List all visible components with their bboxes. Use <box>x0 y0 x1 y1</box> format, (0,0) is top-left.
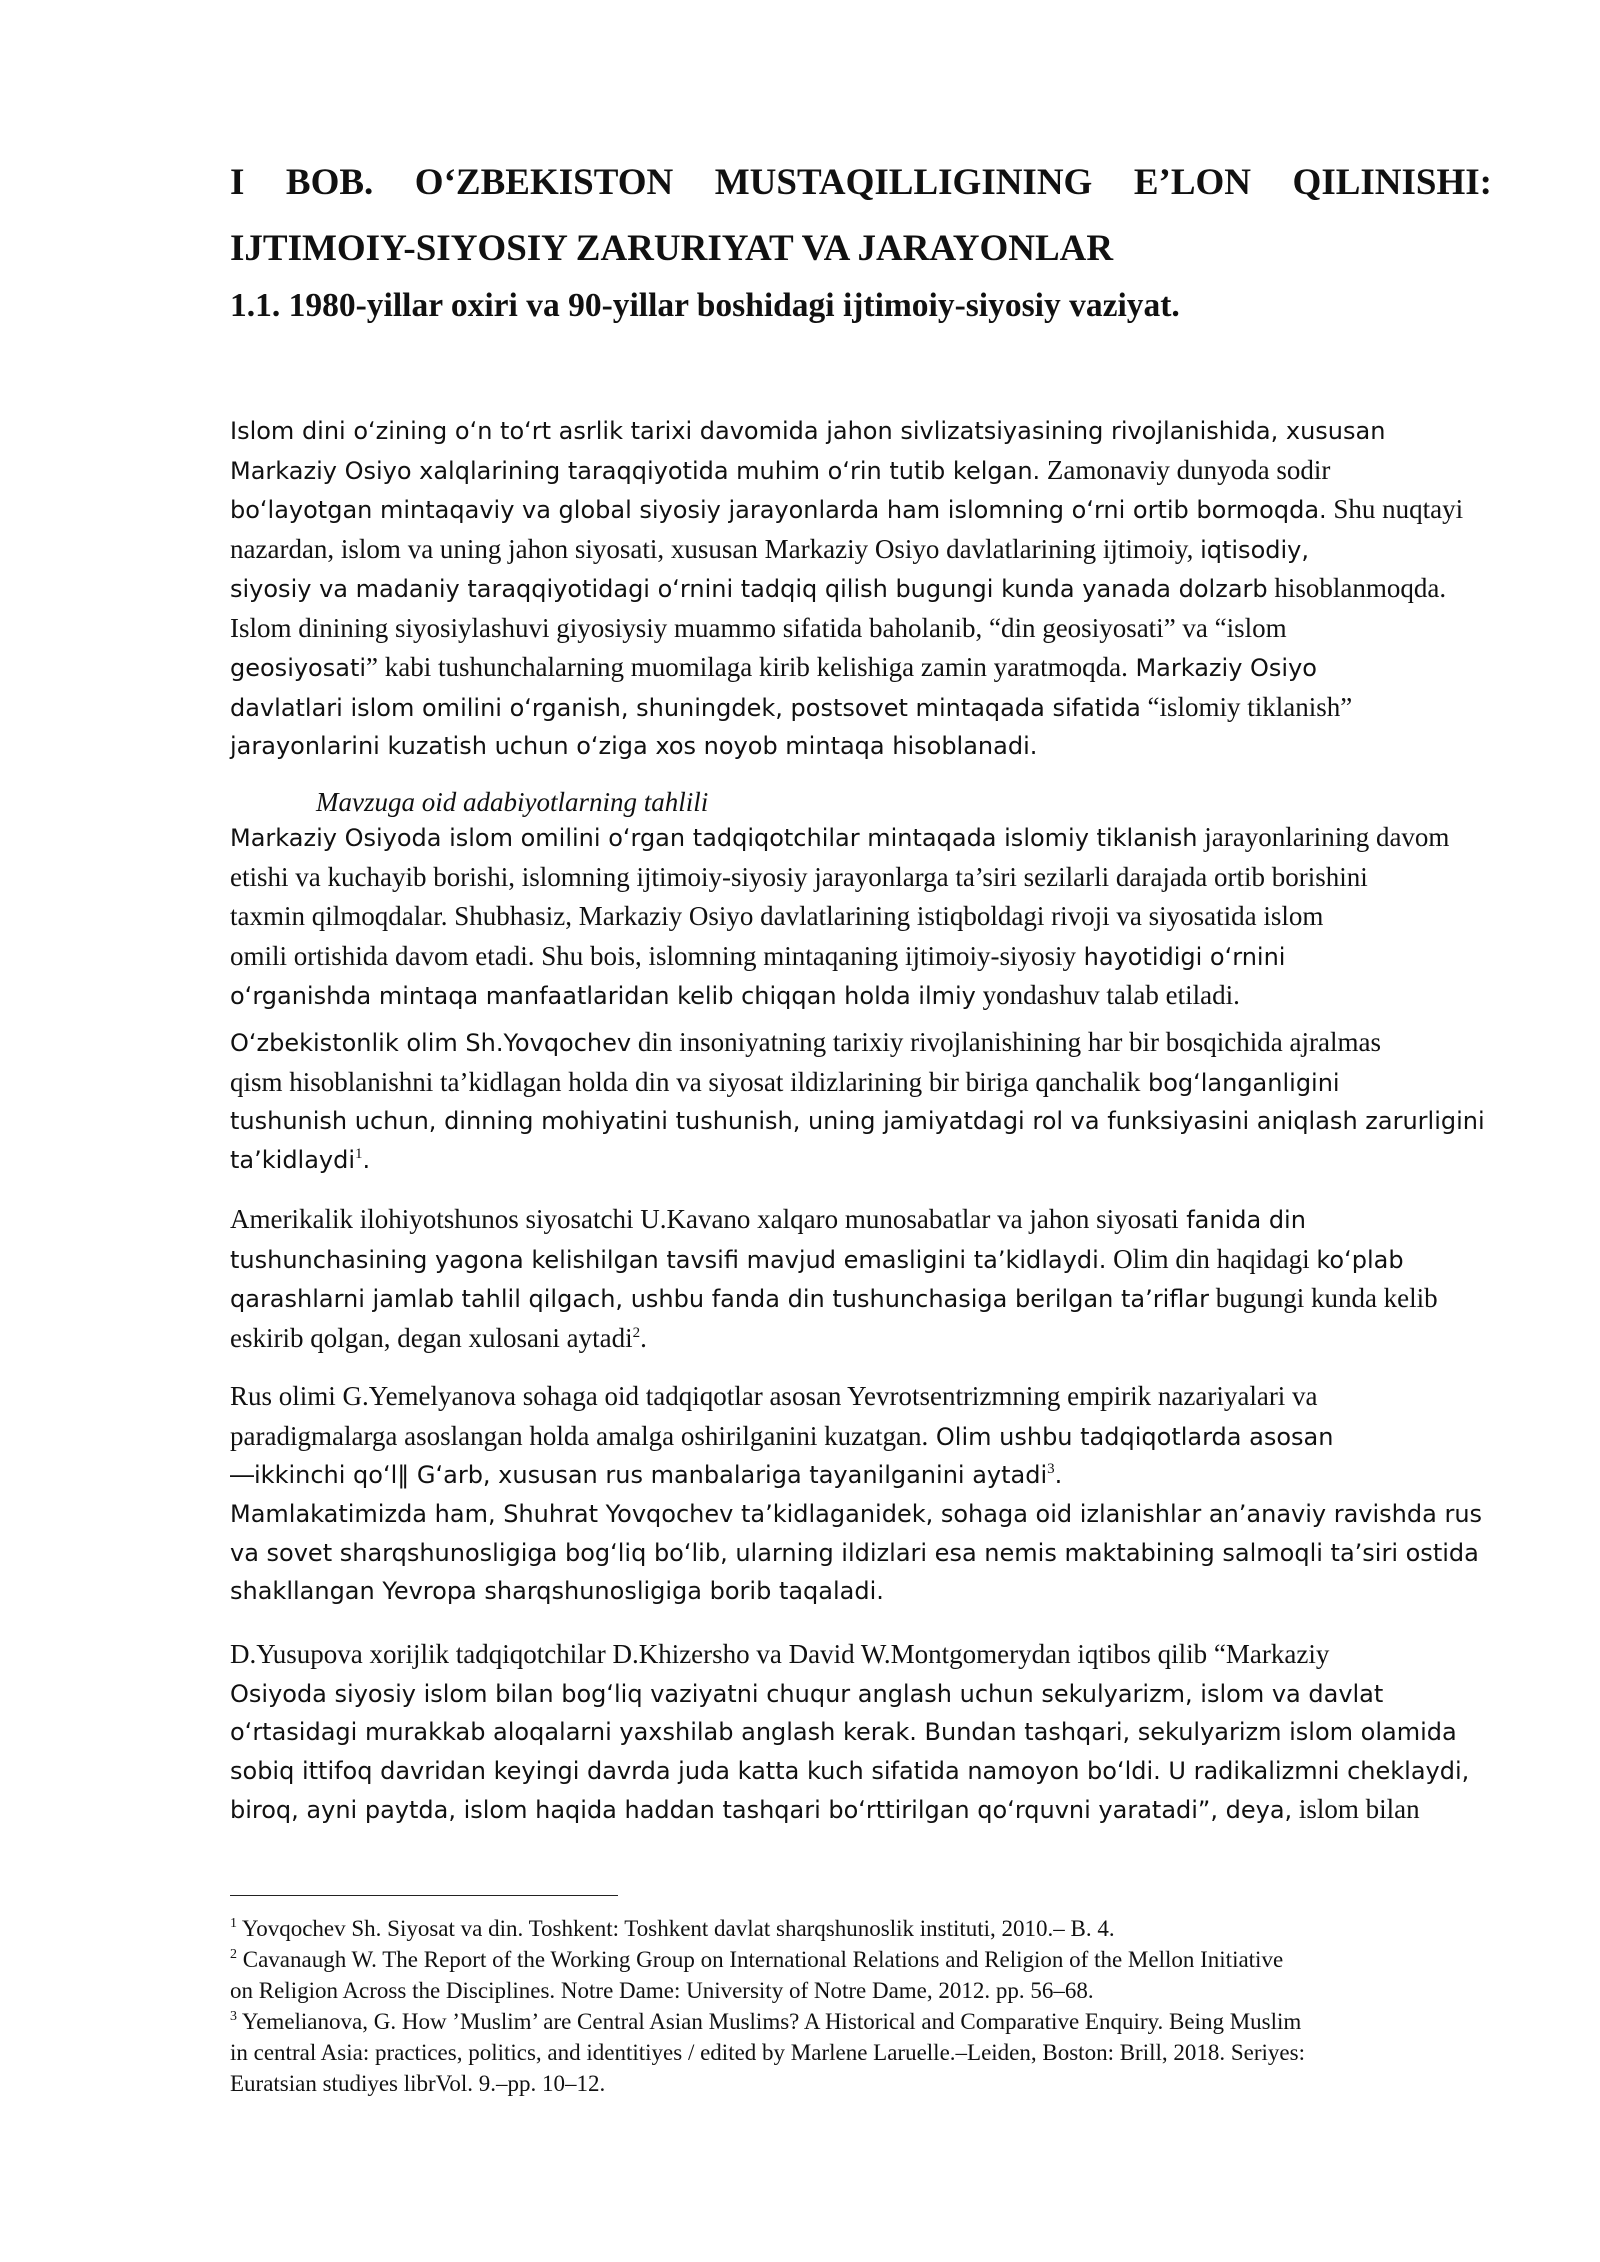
text-line: etishi va kuchayib borishi, islomning ijtimoiy-siyosiy jarayonlarga ta’siri sezilarli darajada ortib borishini <box>230 861 1368 892</box>
text-line: Oʻzbekistonlik olim Sh.Yovqochev din insoniyatning tarixiy rivojlanishining har bir bosqichida ajralmas <box>230 1027 1381 1057</box>
text-line: Amerikalik ilohiyotshunos siyosatchi U.Kavano xalqaro munosabatlar va jahon siyosati fanida din <box>230 1204 1306 1234</box>
section-title: 1.1. 1980-yillar oxiri va 90-yillar boshidagi ijtimoiy-siyosiy vaziyat. <box>230 287 1180 324</box>
text-line: eskirib qolgan, degan xulosani aytadi$^2$. <box>230 1322 647 1353</box>
footnote-3-continued: Euratsian studiyes librVol. 9.–pp. 10–12. <box>230 2071 606 2096</box>
footnote-3: $^3$ Yemelianova, G. How ’Muslim’ are Central Asian Muslims? A Historical and Comparative Enquiry. Being Muslim <box>230 2009 1302 2034</box>
text-line: tushunish uchun, dinning mohiyatini tushunish, uning jamiyatdagi rol va funksiyasini aniqlash zarurligini <box>230 1107 1485 1135</box>
body-paragraph <box>230 818 1492 1016</box>
footnotes <box>230 1913 1492 2099</box>
text-line: ta’kidlaydi$^1$. <box>230 1145 371 1174</box>
subheading-literature-review: Mavzuga oid adabiyotlarning tahlili <box>316 787 709 817</box>
footnote-2: $^2$ Cavanaugh W. The Report of the Working Group on International Relations and Religion of the Mellon Initiative <box>230 1947 1284 1972</box>
footnote-ref-3[interactable]: 3 <box>1047 1461 1055 1477</box>
text-line: Islom dini oʻzining oʻn toʻrt asrlik tarixi davomida jahon sivlizatsiyasining rivojlanishida, xususan <box>230 417 1386 445</box>
text-line: Markaziy Osiyo xalqlarining taraqqiyotida muhim oʻrin tutib kelgan. Zamonaviy dunyoda sodir <box>230 454 1331 485</box>
body-paragraph <box>230 1200 1492 1358</box>
text-line: shakllangan Yevropa sharqshunosligiga borib taqaladi. <box>230 1577 884 1605</box>
text-line: nazardan, islom va uning jahon siyosati, xususan Markaziy Osiyo davlatlarining ijtimoiy, iqtisodiy, <box>230 533 1309 564</box>
text-line: sobiq ittifoq davridan keyingi davrda juda katta kuch sifatida namoyon boʻldi. U radikalizmni cheklaydi, <box>230 1756 1470 1785</box>
text-line: geosiyosati” kabi tushunchalarning muomilaga kirib kelishiga zamin yaratmoqda. Markaziy Osiyo <box>230 652 1317 682</box>
chapter-title-line-2: IJTIMOIY-SIYOSIY ZARURIYAT VA JARAYONLAR <box>230 228 1114 269</box>
text-line: boʻlayotgan mintaqaviy va global siyosiy jarayonlarda ham islomning oʻrni ortib bormoqda. Shu nuqtayi <box>230 494 1464 524</box>
text-line: jarayonlarini kuzatish uchun oʻziga xos noyob mintaqa hisoblanadi. <box>230 732 1038 760</box>
text-line: qism hisoblanishni ta’kidlagan holda din va siyosat ildizlarining bir biriga qanchalik bogʻlanganligini <box>230 1066 1340 1097</box>
text-line: tushunchasining yagona kelishilgan tavsifi mavjud emasligini ta’kidlaydi. Olim din haqidagi koʻplab <box>230 1243 1404 1274</box>
text-line: Osiyoda siyosiy islom bilan bogʻliq vaziyatni chuqur anglash uchun sekulyarizm, islom va davlat <box>230 1679 1384 1708</box>
footnote-separator <box>230 1895 618 1896</box>
text-line: va sovet sharqshunosligiga bogʻliq boʻlib, ularning ildizlari esa nemis maktabining salmoqli ta’siri ostida <box>230 1538 1479 1567</box>
footnote-1: $^1$ Yovqochev Sh. Siyosat va din. Toshkent: Toshkent davlat sharqshunoslik instituti, 2010.– B. 4. <box>230 1916 1115 1941</box>
text-line: davlatlari islom omilini oʻrganish, shuningdek, postsovet mintaqada sifatida “islomiy tiklanish” <box>230 691 1353 722</box>
text-line: Markaziy Osiyoda islom omilini oʻrgan tadqiqotchilar mintaqada islomiy tiklanish jarayonlarining davom <box>230 822 1450 852</box>
text-line: qarashlarni jamlab tahlil qilgach, ushbu fanda din tushunchasiga berilgan ta’riflar bugungi kunda kelib <box>230 1283 1438 1313</box>
body-paragraph <box>230 1635 1492 1830</box>
body-paragraph <box>230 412 1492 766</box>
text-line: paradigmalarga asoslangan holda amalga oshirilganini kuzatgan. Olim ushbu tadqiqotlarda asosan <box>230 1420 1334 1451</box>
text-line: siyosiy va madaniy taraqqiyotidagi oʻrnini tadqiq qilish bugungi kunda yanada dolzarb hisoblanmoqda. <box>230 573 1447 603</box>
text-line: Islom dinining siyosiylashuvi giyosiysiy muammo sifatida baholanib, “din geosiyosati” va “islom <box>230 612 1287 643</box>
text-line: ―ikkinchi qoʻl‖ Gʻarb, xususan rus manbalariga tayanilganini aytadi$^3$. <box>230 1461 1063 1489</box>
text-line: omili ortishida davom etadi. Shu bois, islomning mintaqaning ijtimoiy-siyosiy hayotidigi oʻrnini <box>230 940 1286 971</box>
footnote-ref-1[interactable]: 1 <box>355 1145 363 1162</box>
text-line: D.Yusupova xorijlik tadqiqotchilar D.Khizersho va David W.Montgomerydan iqtibos qilib “Markaziy <box>230 1639 1330 1669</box>
text-line: oʻrtasidagi murakkab aloqalarni yaxshilab anglash kerak. Bundan tashqari, sekulyarizm islom olamida <box>230 1718 1457 1746</box>
body-paragraph <box>230 1377 1492 1495</box>
text-line: oʻrganishda mintaqa manfaatlaridan kelib chiqqan holda ilmiy yondashuv talab etiladi. <box>230 980 1240 1010</box>
footnote-2-continued: on Religion Across the Disciplines. Notre Dame: University of Notre Dame, 2012. pp. 56–68. <box>230 1978 1094 2003</box>
body-paragraph <box>230 1495 1492 1611</box>
footnote-ref-2[interactable]: 2 <box>632 1324 641 1341</box>
text-line: taxmin qilmoqdalar. Shubhasiz, Markaziy Osiyo davlatlarining istiqboldagi rivoji va siyosatida islom <box>230 901 1324 931</box>
chapter-title-line-1: I BOB. O‘ZBEKISTON MUSTAQILLIGINING E’LON QILINISHI: <box>230 162 1492 203</box>
text-line: Rus olimi G.Yemelyanova sohaga oid tadqiqotlar asosan Yevrotsentrizmning empirik nazariyalari va <box>230 1381 1318 1411</box>
footnote-3-continued: in central Asia: practices, politics, and identitiyes / edited by Marlene Laruelle.–Leiden, Boston: Brill, 2018. Seriyes: <box>230 2040 1305 2065</box>
body-paragraph <box>230 1023 1492 1179</box>
chapter-title <box>230 150 1492 282</box>
text-line: biroq, ayni paytda, islom haqida haddan tashqari boʻrttirilgan qoʻrquvni yaratadi”, deya, islom bilan <box>230 1794 1420 1824</box>
text-line: Mamlakatimizda ham, Shuhrat Yovqochev ta’kidlaganidek, sohaga oid izlanishlar an’anaviy ravishda rus <box>230 1500 1483 1528</box>
